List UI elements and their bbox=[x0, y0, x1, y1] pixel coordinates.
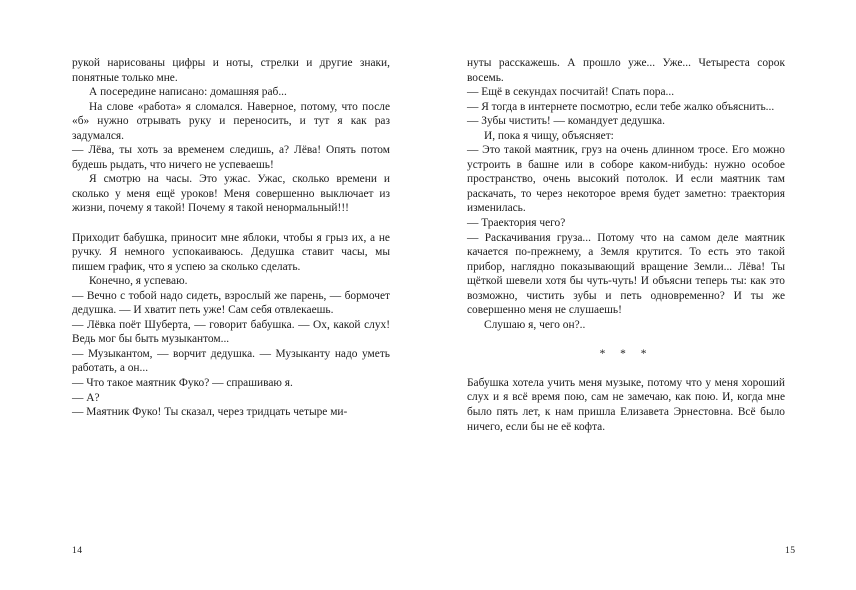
paragraph: Конечно, я успеваю. bbox=[89, 275, 188, 288]
paragraph: Бабушка хотела учить меня музыке, потому что у меня хороший слух и я всё время пою, сам не замечаю, как пою. И, когда мне было пять лет, к нам пришла Елизавета Эрнестовна. Всё было ничего, если бы не её кофта. bbox=[467, 376, 785, 433]
paragraph: — Раскачивания груза... Потому что на самом деле маятник качается по-прежнему, а Земля крутится. То есть это такой прибор, наглядно показывающий вращение Земли... Лёва! Ты щёткой шевели хотя бы чуть-чуть! И объясни теперь ты: как это возможно, чистить зубы и петь одновременно? И ты же совершенно меня не слушаешь! bbox=[467, 231, 785, 317]
paragraph: Слушаю я, чего он?.. bbox=[484, 318, 586, 331]
paragraph: — Я тогда в интернете посмотрю, если тебе жалко объяснить... bbox=[467, 100, 775, 113]
paragraph: — А? bbox=[72, 391, 100, 404]
paragraph: — Вечно с тобой надо сидеть, взрослый же парень, — бормочет дедушка. — И хватит петь уже! Сам себя отвлекаешь. bbox=[72, 289, 390, 317]
paragraph: рукой нарисованы цифры и ноты, стрелки и другие знаки, понятные только мне. bbox=[72, 57, 390, 84]
paragraph: И, пока я чищу, объясняет: bbox=[484, 129, 614, 142]
paragraph: — Ещё в секундах посчитай! Спать пора... bbox=[467, 86, 675, 99]
left-page-textblock bbox=[72, 56, 390, 420]
page-number-right: 15 bbox=[785, 545, 796, 556]
paragraph: — Лёвка поёт Шуберта, — говорит бабушка. — Ох, какой слух! Ведь мог бы быть музыкантом... bbox=[72, 318, 390, 346]
paragraph: Я смотрю на часы. Это ужас. Ужас, сколько времени и сколько у меня ещё уроков! Меня совершенно выключает из жизни, почему я такой! Почему я такой ненормальный!!! bbox=[72, 173, 390, 215]
paragraph: — Зубы чистить! — командует дедушка. bbox=[467, 115, 665, 128]
paragraph: — Музыкантом, — ворчит дедушка. — Музыканту надо уметь работать, а он... bbox=[72, 347, 390, 375]
paragraph: — Что такое маятник Фуко? — спрашиваю я. bbox=[72, 376, 293, 389]
paragraph: А посередине написано: домашняя раб... bbox=[89, 86, 287, 99]
paragraph: Приходит бабушка, приносит мне яблоки, чтобы я грыз их, а не ручку. Я немного успокаиваюсь. Дедушка ставит часы, мы пишем график, что я успею за сколько сделать. bbox=[72, 231, 390, 273]
paragraph: — Траектория чего? bbox=[467, 217, 566, 230]
paragraph: — Это такой маятник, груз на очень длинном тросе. Его можно устроить в башне или в соборе каком-нибудь: нужно особое пространство, очень высокий потолок. И если маятник там раскачать, то через некоторое время будет заметно: траектория изменилась. bbox=[467, 144, 785, 215]
page-right bbox=[428, 0, 856, 590]
section-divider: * * * bbox=[599, 347, 653, 360]
paragraph: — Маятник Фуко! Ты сказал, через тридцать четыре ми- bbox=[72, 406, 348, 419]
right-page-textblock bbox=[467, 56, 785, 434]
paragraph: нуты расскажешь. А прошло уже... Уже... Четыреста сорок восемь. bbox=[467, 57, 785, 84]
paragraph: — Лёва, ты хоть за временем следишь, а? Лёва! Опять потом будешь рыдать, что ничего не успеваешь! bbox=[72, 144, 390, 171]
paragraph: На слове «работа» я сломался. Наверное, потому, что после «б» нужно отрывать руку и переносить, и тут я как раз задумался. bbox=[72, 100, 390, 142]
page-number-left: 14 bbox=[72, 545, 83, 556]
